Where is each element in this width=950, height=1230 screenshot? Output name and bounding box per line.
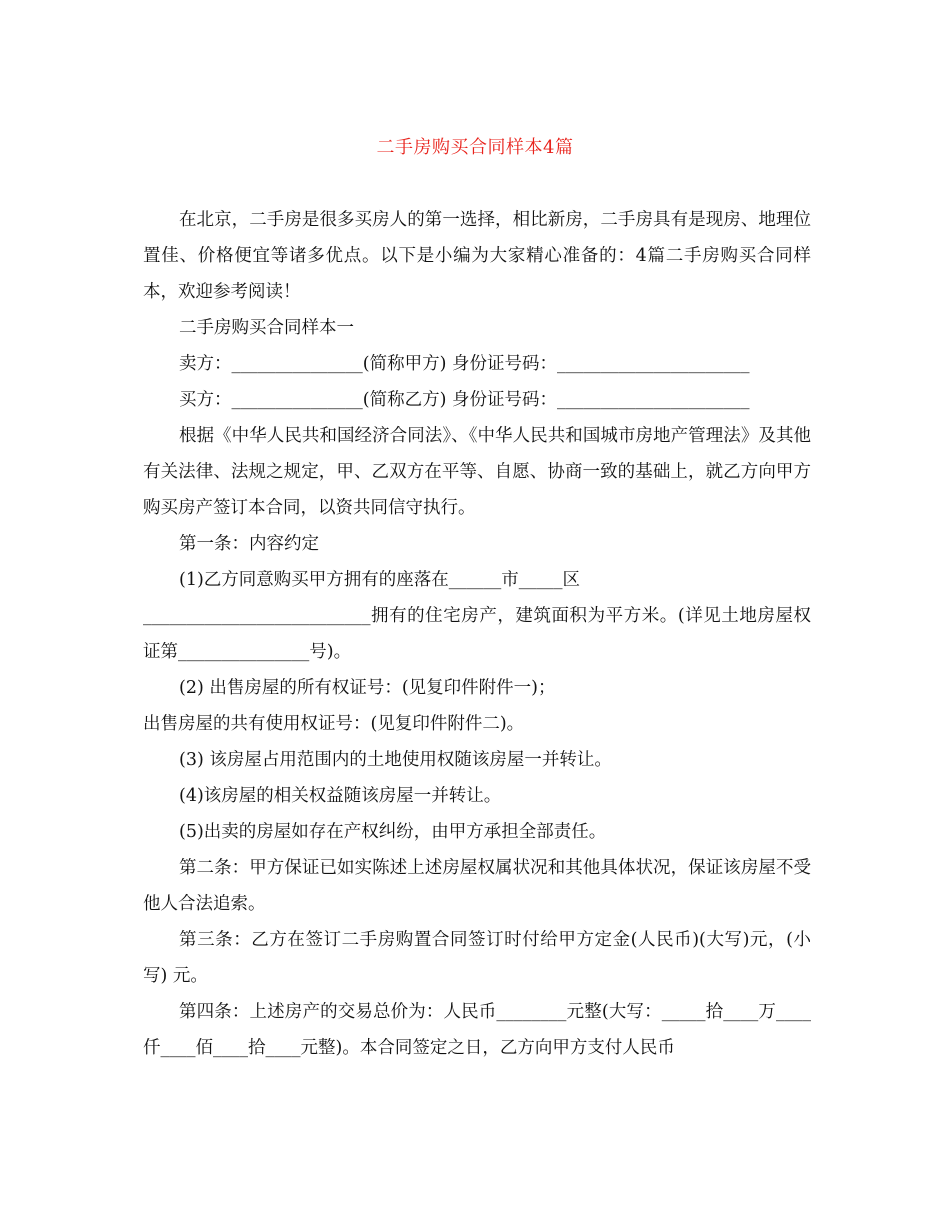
article-1-item-2-shared-right: 出售房屋的共有使用权证号：(见复印件附件二)。 [143, 714, 525, 734]
article-3-paragraph: 第三条：乙方在签订二手房购置合同签订时付给甲方定金(人民币)(大写)元，(小写) 元。 [143, 930, 811, 986]
article-1-item-1: (1)乙方同意购买甲方拥有的座落在______市_____区 [179, 570, 581, 590]
article-2-paragraph: 第二条：甲方保证已如实陈述上述房屋权属状况和其他具体状况，保证该房屋不受他人合法追索。 [143, 858, 811, 914]
article-1-item-2: (2) 出售房屋的所有权证号：(见复印件附件一)； [179, 678, 556, 698]
buyer-line: 买方：_______________(简称乙方) 身份证号码：______________________ [179, 390, 750, 410]
article-1-item-1-continuation: __________________________拥有的住宅房产，建筑面积为平方米。(详见土地房屋权证第_______________号)。 [143, 606, 811, 662]
document-body [143, 202, 811, 1066]
document-title: 二手房购买合同样本4篇 [376, 137, 574, 158]
intro-paragraph: 在北京，二手房是很多买房人的第一选择，相比新房，二手房具有是现房、地理位置佳、价格便宜等诸多优点。以下是小编为大家精心准备的：4篇二手房购买合同样本，欢迎参考阅读！ [143, 210, 811, 302]
article-1-heading: 第一条：内容约定 [179, 534, 319, 554]
article-1-item-3: (3) 该房屋占用范围内的土地使用权随该房屋一并转让。 [179, 750, 612, 770]
article-1-item-5: (5)出卖的房屋如存在产权纠纷，由甲方承担全部责任。 [179, 822, 607, 842]
article-4-paragraph: 第四条：上述房产的交易总价为：人民币________元整(大写：_____拾____万____仟____佰____拾____元整)。本合同签定之日，乙方向甲方支付人民币 [143, 1002, 811, 1058]
seller-line: 卖方：_______________(简称甲方) 身份证号码：______________________ [179, 354, 750, 374]
section-heading-sample-one: 二手房购买合同样本一 [179, 318, 354, 338]
legal-basis-paragraph: 根据《中华人民共和国经济合同法》、《中华人民共和国城市房地产管理法》及其他有关法律、法规之规定，甲、乙双方在平等、自愿、协商一致的基础上，就乙方向甲方购买房产签订本合同，以资共同信守执行。 [143, 426, 811, 518]
article-1-item-4: (4)该房屋的相关权益随该房屋一并转让。 [179, 786, 502, 806]
